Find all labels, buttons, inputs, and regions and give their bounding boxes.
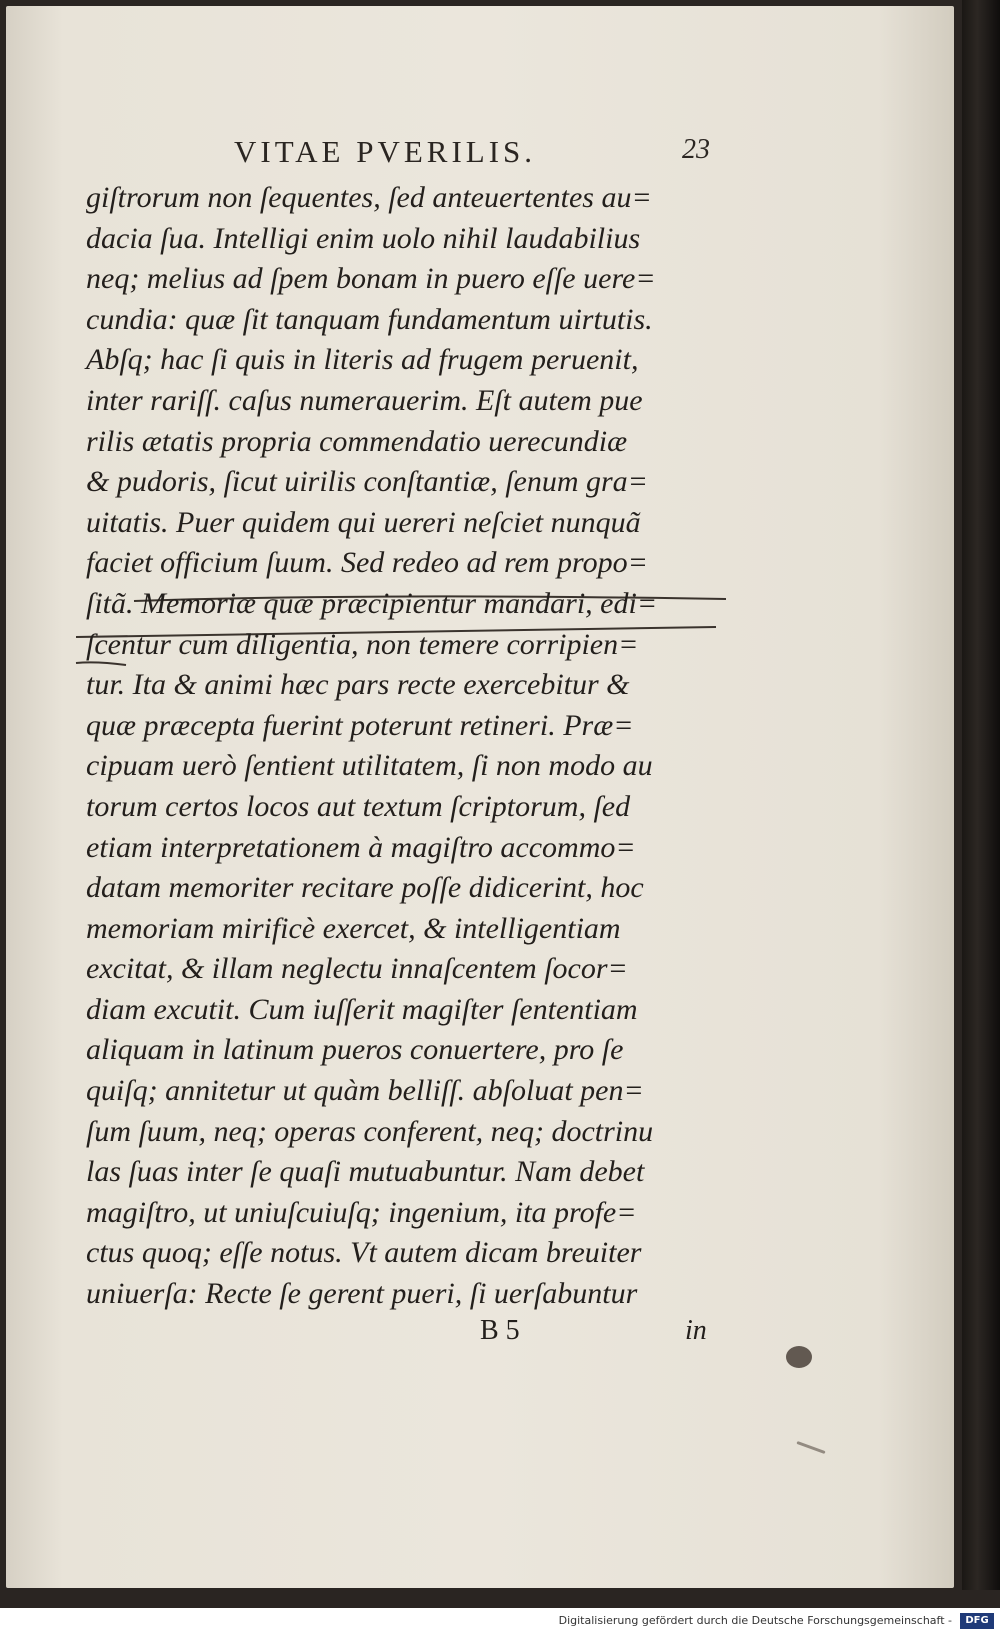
text-line: etiam interpretationem à magiſtro accommo= <box>86 830 636 864</box>
digitization-credit: Digitalisierung gefördert durch die Deutsche Forschungsgemeinschaft - <box>558 1614 952 1627</box>
text-line: memoriam mirificè exercet, & intelligentiam <box>86 911 621 945</box>
text-line: ſcentur cum diligentia, non temere corripien= <box>86 627 639 661</box>
text-line: giſtrorum non ſequentes, ſed anteuertentes au= <box>86 181 652 214</box>
credit-bar <box>0 1608 1000 1635</box>
text-line: aliquam in latinum pueros conuertere, pro ſe <box>86 1033 624 1067</box>
text-line: rilis ætatis propria commendatio uerecundiæ <box>86 424 628 458</box>
signature-mark: B 5 <box>480 1315 520 1346</box>
text-line: diam excutit. Cum iuſſerit magiſter ſententiam <box>86 992 638 1026</box>
text-line: excitat, & illam neglectu innaſcentem ſocor= <box>86 952 628 986</box>
text-line: cundia: quæ ſit tanquam fundamentum uirtutis. <box>86 302 653 336</box>
paper-mark <box>796 1441 825 1454</box>
text-line: neq; melius ad ſpem bonam in puero eſſe uere= <box>86 262 656 296</box>
page-number: 23 <box>682 134 710 165</box>
text-line: cipuam uerò ſentient utilitatem, ſi non modo au <box>86 749 653 783</box>
text-line: las ſuas inter ſe quaſi mutuabuntur. Nam debet <box>86 1155 645 1189</box>
text-line: torum certos locos aut textum ſcriptorum, ſed <box>86 789 631 823</box>
text-line: & pudoris, ſicut uirilis conſtantiæ, ſenum gra= <box>86 465 648 499</box>
dfg-logo-icon: DFG <box>960 1613 994 1629</box>
body-text <box>86 178 726 1315</box>
text-line: quæ præcepta fuerint poterunt retineri. Præ= <box>86 708 634 742</box>
text-line: ctus quoq; eſſe notus. Vt autem dicam breuiter <box>86 1236 642 1270</box>
running-head: VITAE PVERILIS. <box>234 134 537 169</box>
ink-stain <box>786 1346 812 1368</box>
text-line: Abſq; hac ſi quis in literis ad frugem peruenit, <box>86 343 639 377</box>
text-line: datam memoriter recitare poſſe didicerint, hoc <box>86 871 644 905</box>
catchword: in <box>685 1315 707 1346</box>
text-line: magiſtro, ut uniuſcuiuſq; ingenium, ita profe= <box>86 1195 637 1229</box>
text-line: dacia ſua. Intelligi enim uolo nihil laudabilius <box>86 221 641 255</box>
book-edge <box>962 0 1000 1590</box>
text-line: uniuerſa: Recte ſe gerent pueri, ſi uerſabuntur <box>86 1277 638 1311</box>
text-line: ſum ſuum, neq; operas conferent, neq; doctrinu <box>86 1114 654 1148</box>
text-line: tur. Ita & animi hæc pars recte exercebitur & <box>86 668 630 702</box>
text-line: uitatis. Puer quidem qui uereri neſciet nunquã <box>86 505 641 539</box>
text-line: faciet officium ſuum. Sed redeo ad rem propo= <box>86 546 648 580</box>
text-line: inter rariſſ. caſus numerauerim. Eſt autem pue <box>86 383 643 417</box>
book-page <box>6 6 954 1588</box>
text-line: quiſq; annitetur ut quàm belliſſ. abſoluat pen= <box>86 1074 644 1108</box>
text-line: ſitã. Memoriæ quæ præcipientur mandari, edi= <box>86 586 658 620</box>
